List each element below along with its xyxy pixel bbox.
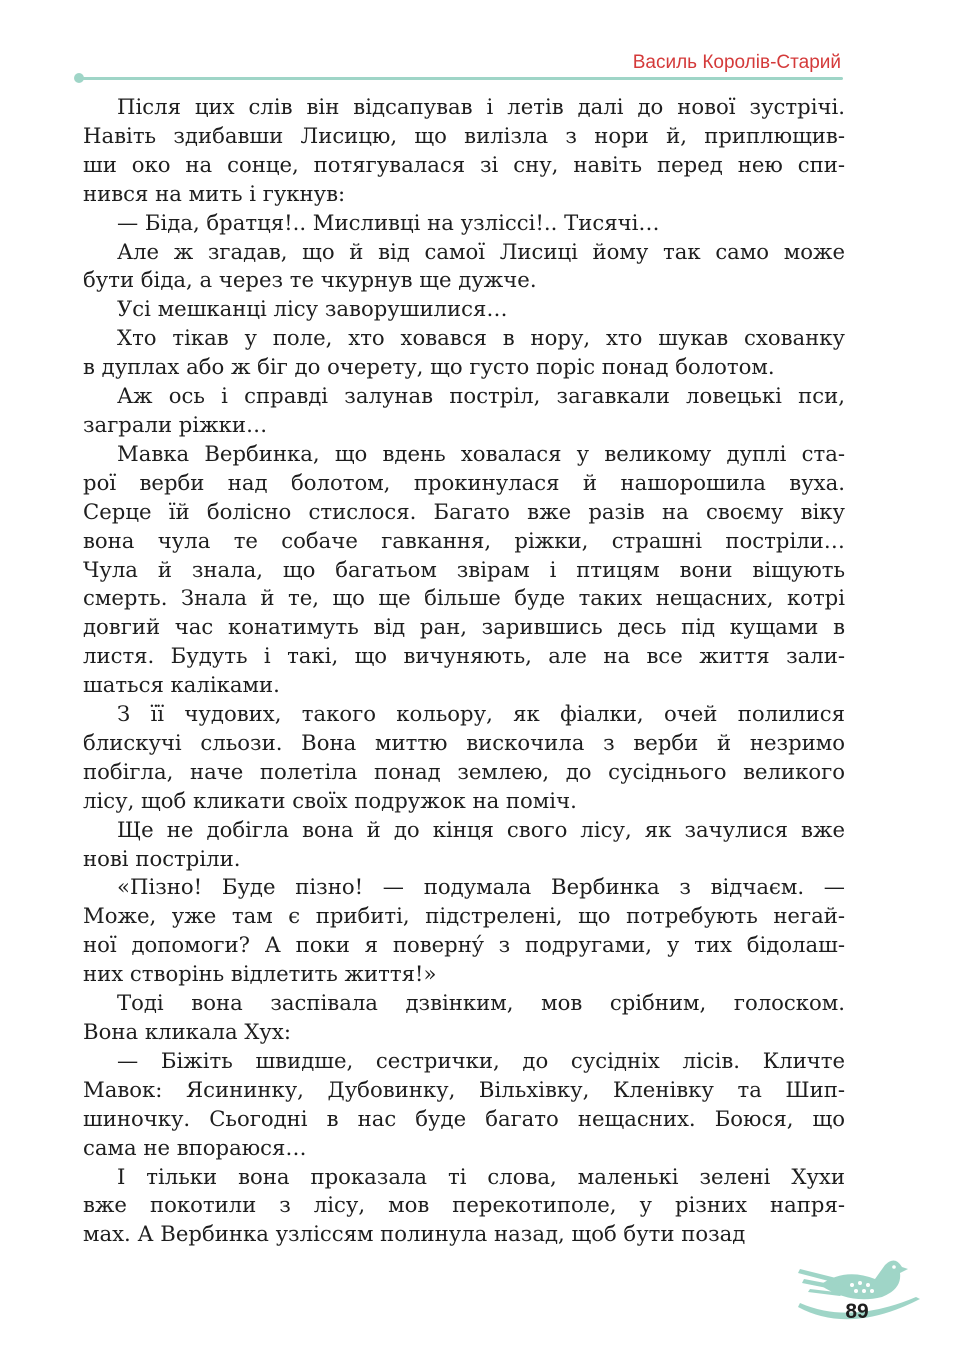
text-line: Мавка Вербинка, що вдень ховалася у великому дуплі ста-: [117, 440, 845, 466]
text-line: ши око на сонце, потягувалася зі сну, навіть перед нею спи-: [83, 151, 845, 177]
text-line: вона чула те собаче гавкання, ріжки, страшні постріли…: [83, 527, 845, 553]
paragraph: [83, 1163, 845, 1250]
paragraph: [83, 1047, 845, 1163]
text-line: — Біжіть швидше, сестрички, до сусідніх лісів. Кличте: [117, 1047, 845, 1073]
text-line: листя. Будуть і такі, що вичуняють, але на все життя зали-: [83, 643, 845, 669]
text-line: бути біда, а через те чкурнув ще дужче.: [83, 267, 537, 293]
text-line: побігла, наче полетіла понад землею, до сусіднього великого: [83, 758, 845, 784]
page-footer: [790, 1245, 930, 1345]
text-line: блискучі сльози. Вона миттю вискочила з верби й незримо: [83, 729, 845, 755]
text-line: в дуплах або ж біг до очерету, що густо поріс понад болотом.: [83, 354, 775, 380]
text-line: нився на мить і гукнув:: [83, 180, 346, 206]
text-line: Серце їй болісно стислося. Багато вже разів на своєму віку: [83, 498, 845, 524]
paragraph: [83, 382, 845, 440]
running-head-author: Василь Королів-Старий: [632, 52, 841, 73]
paragraph: [83, 324, 845, 382]
paragraph: [83, 873, 845, 989]
text-line: рої верби над болотом, прокинулася й нашорошила вуха.: [83, 469, 845, 495]
text-line: З її чудових, такого кольору, як фіалки, очей полилися: [117, 701, 845, 727]
text-line: Може, уже там є прибиті, підстрелені, що потребують негай-: [83, 903, 845, 929]
paragraph: [83, 989, 845, 1047]
text-line: довгий час конатимуть від ран, зарившись десь під кущами в: [83, 614, 845, 640]
text-line: шиночку. Сьогодні в нас буде багато нещасних. Боюся, що: [83, 1105, 845, 1131]
header-rule: [80, 77, 843, 80]
text-line: І тільки вона проказала ті слова, маленькі зелені Хухи: [117, 1163, 845, 1189]
text-line: Чула й знала, що багатьом звірам і птицям вони віщують: [83, 556, 845, 582]
page-number: 89: [845, 1300, 869, 1323]
text-line: Мавок: Ясининку, Дубовинку, Вільхівку, Кленівку та Шип-: [83, 1076, 845, 1102]
body-text: [83, 93, 845, 1249]
bird-ornament-icon: [790, 1245, 930, 1345]
paragraph: [83, 238, 845, 296]
text-line: сама не впораюся…: [83, 1134, 307, 1160]
text-line: нові постріли.: [83, 845, 241, 871]
text-line: лісу, щоб кликати своїх подружок на поміч.: [83, 787, 577, 813]
text-line: Навіть здибавши Лисицю, що вилізла з нори й, приплющив-: [83, 122, 845, 148]
paragraph: [83, 816, 845, 874]
paragraph: [83, 700, 845, 816]
text-line: Тоді вона заспівала дзвінким, мов срібним, голоском.: [117, 990, 845, 1016]
text-line: «Пізно! Буде пізно! — подумала Вербинка з відчаєм. —: [117, 874, 845, 900]
text-line: Після цих слів він відсапував і летів далі до нової зустрічі.: [117, 94, 845, 119]
text-line: мах. А Вербинка узліссям полинула назад, щоб бути позад: [83, 1221, 746, 1247]
text-line: них створінь відлетить життя!»: [83, 961, 437, 987]
paragraph: [83, 295, 845, 324]
paragraph: [83, 93, 845, 209]
text-line: шаться каліками.: [83, 672, 280, 698]
page-header: [0, 0, 963, 90]
paragraph: [83, 209, 845, 238]
text-line: заграли ріжки…: [83, 411, 268, 437]
text-line: Але ж згадав, що й від самої Лисиці йому так само може: [117, 238, 845, 264]
text-line: вже покотили з лісу, мов перекотиполе, у різних напря-: [83, 1192, 845, 1218]
text-line: Аж ось і справді залунав постріл, загавкали ловецькі пси,: [117, 383, 845, 409]
text-line: ної допомоги? А поки я повернý з подругами, у тих бідолаш-: [83, 932, 845, 958]
text-line: Хто тікав у поле, хто ховався в нору, хто шукав сховaнку: [117, 325, 845, 351]
text-line: Ще не добігла вона й до кінця свого лісу, як зачулися вже: [117, 816, 845, 842]
text-line: Вона кликала Хух:: [83, 1019, 291, 1044]
text-line: смерть. Знала й те, що ще більше буде таких нещасних, котрі: [83, 585, 845, 611]
text-line: Усі мешканці лісу заворушилися…: [117, 296, 508, 322]
text-line: — Біда, братця!.. Мисливці на узліссі!.. Тисячі…: [117, 209, 660, 235]
paragraph: [83, 440, 845, 700]
